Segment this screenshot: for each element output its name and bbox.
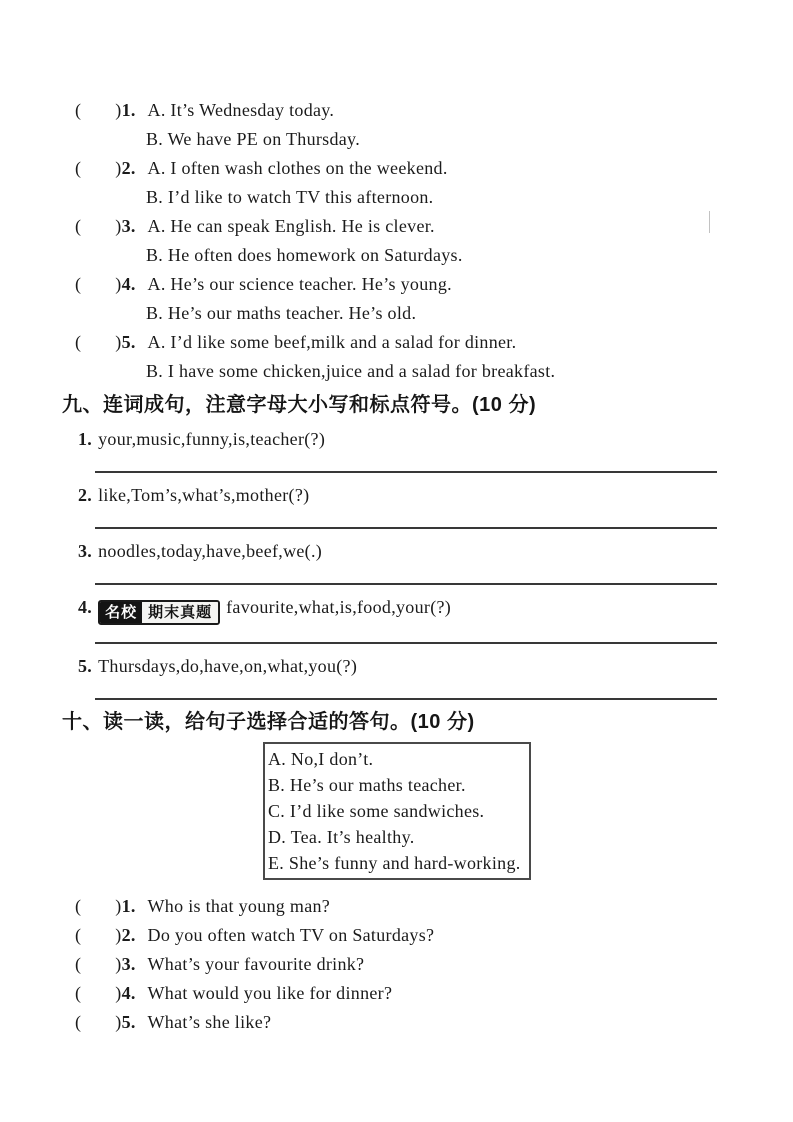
question-number: 5. xyxy=(121,1012,136,1032)
question-row xyxy=(0,979,793,1008)
bracket-close: ) xyxy=(115,954,122,974)
bracket-open: ( xyxy=(75,332,82,352)
option-b-text: B. We have PE on Thursday. xyxy=(146,129,360,149)
bracket-open: ( xyxy=(75,954,82,974)
answer-bracket[interactable] xyxy=(75,892,122,921)
bracket-close: ) xyxy=(115,274,122,294)
option-a-text: A. It’s Wednesday today. xyxy=(147,100,335,120)
word-list-item xyxy=(78,481,717,529)
answer-blank-line[interactable] xyxy=(95,642,717,644)
section-9-heading: 九、连词成句，注意字母大小写和标点符号。(10 分) xyxy=(62,394,537,416)
question-text: What’s she like? xyxy=(147,1012,272,1032)
question-text: Do you often watch TV on Saturdays? xyxy=(147,925,435,945)
question-row xyxy=(0,921,793,950)
answer-bracket[interactable] xyxy=(75,270,122,299)
word-list-row xyxy=(78,537,717,566)
option-b-text: B. He often does homework on Saturdays. xyxy=(146,245,463,265)
bracket-close: ) xyxy=(115,983,122,1003)
answer-bracket[interactable] xyxy=(75,979,122,1008)
bracket-close: ) xyxy=(115,925,122,945)
question-number: 3. xyxy=(121,954,136,974)
question-row xyxy=(0,892,793,921)
answer-blank-line[interactable] xyxy=(95,698,717,700)
option-a-text: A. He’s our science teacher. He’s young. xyxy=(147,274,452,294)
bracket-close: ) xyxy=(115,158,122,178)
question-text: Who is that young man? xyxy=(147,896,331,916)
option-b-row xyxy=(0,125,793,154)
bracket-open: ( xyxy=(75,1012,82,1032)
word-list-item xyxy=(78,593,717,644)
question-text: What would you like for dinner? xyxy=(147,983,393,1003)
question-number: 2. xyxy=(121,925,136,945)
word-list-text: Thursdays,do,have,on,what,you(?) xyxy=(98,656,358,676)
section-choice-pairs xyxy=(0,0,793,386)
answer-option: E. She’s funny and hard-working. xyxy=(268,853,521,873)
word-list-text: like,Tom’s,what’s,mother(?) xyxy=(98,485,310,505)
answer-options-box xyxy=(263,742,531,880)
item-number: 5. xyxy=(78,656,93,676)
section-choose-answers xyxy=(0,710,793,1037)
option-b-row xyxy=(0,299,793,328)
answer-bracket[interactable] xyxy=(75,950,122,979)
bracket-open: ( xyxy=(75,216,82,236)
choice-pair xyxy=(0,212,793,270)
word-list-item xyxy=(78,425,717,473)
item-number: 2. xyxy=(78,485,93,505)
section-make-sentences xyxy=(0,393,793,700)
choice-pair xyxy=(0,270,793,328)
answer-option: D. Tea. It’s healthy. xyxy=(268,827,415,847)
answer-option: A. No,I don’t. xyxy=(268,749,374,769)
answer-bracket[interactable] xyxy=(75,328,122,357)
answer-bracket[interactable] xyxy=(75,212,122,241)
option-a-text: A. I’d like some beef,milk and a salad for dinner. xyxy=(147,332,517,352)
word-list-row xyxy=(78,425,717,454)
word-list-row xyxy=(78,593,717,625)
option-a-text: A. I often wash clothes on the weekend. xyxy=(147,158,448,178)
option-b-text: B. I have some chicken,juice and a salad for breakfast. xyxy=(146,361,556,381)
word-list-text: your,music,funny,is,teacher(?) xyxy=(98,429,326,449)
section-10-heading: 十、读一读，给句子选择合适的答句。(10 分) xyxy=(62,711,475,733)
item-number: 1. xyxy=(78,429,93,449)
bracket-close: ) xyxy=(115,332,122,352)
bracket-close: ) xyxy=(115,100,122,120)
answer-bracket[interactable] xyxy=(75,921,122,950)
question-text: What’s your favourite drink? xyxy=(147,954,365,974)
option-b-text: B. He’s our maths teacher. He’s old. xyxy=(146,303,417,323)
badge-school-label: 名校 xyxy=(100,602,142,623)
word-list-text: favourite,what,is,food,your(?) xyxy=(226,597,452,617)
question-number: 3. xyxy=(121,216,136,236)
option-a-row xyxy=(0,96,793,125)
word-list-row xyxy=(78,481,717,510)
item-number: 4. xyxy=(78,597,93,617)
question-number: 4. xyxy=(121,983,136,1003)
answer-option: C. I’d like some sandwiches. xyxy=(268,801,485,821)
bracket-open: ( xyxy=(75,896,82,916)
option-b-text: B. I’d like to watch TV this afternoon. xyxy=(146,187,434,207)
word-list-text: noodles,today,have,beef,we(.) xyxy=(98,541,323,561)
option-a-row xyxy=(0,154,793,183)
question-number: 2. xyxy=(121,158,136,178)
exam-source-badge xyxy=(98,600,220,625)
bracket-open: ( xyxy=(75,100,82,120)
item-number: 3. xyxy=(78,541,93,561)
question-number: 5. xyxy=(121,332,136,352)
choice-pair xyxy=(0,154,793,212)
word-list-row xyxy=(78,652,717,681)
bracket-open: ( xyxy=(75,925,82,945)
option-b-row xyxy=(0,357,793,386)
bracket-open: ( xyxy=(75,983,82,1003)
option-a-row xyxy=(0,328,793,357)
bracket-close: ) xyxy=(115,1012,122,1032)
choice-pair xyxy=(0,328,793,386)
option-b-row xyxy=(0,183,793,212)
word-list-item xyxy=(78,537,717,585)
question-number: 4. xyxy=(121,274,136,294)
bracket-open: ( xyxy=(75,274,82,294)
question-list xyxy=(0,892,793,1037)
answer-option: B. He’s our maths teacher. xyxy=(268,775,466,795)
option-a-row xyxy=(0,212,793,241)
word-list-item xyxy=(78,652,717,700)
option-b-row xyxy=(0,241,793,270)
badge-final-exam-label: 期末真题 xyxy=(142,602,218,623)
bracket-close: ) xyxy=(115,216,122,236)
answer-bracket[interactable] xyxy=(75,154,122,183)
answer-blank-line[interactable] xyxy=(95,527,717,529)
question-number: 1. xyxy=(121,896,136,916)
answer-bracket[interactable] xyxy=(75,96,122,125)
scan-artifact-line xyxy=(709,211,710,233)
answer-bracket[interactable] xyxy=(75,1008,122,1037)
answer-blank-line[interactable] xyxy=(95,583,717,585)
option-a-row xyxy=(0,270,793,299)
answer-blank-line[interactable] xyxy=(95,471,717,473)
bracket-close: ) xyxy=(115,896,122,916)
question-row xyxy=(0,1008,793,1037)
option-a-text: A. He can speak English. He is clever. xyxy=(147,216,435,236)
question-row xyxy=(0,950,793,979)
question-number: 1. xyxy=(121,100,136,120)
bracket-open: ( xyxy=(75,158,82,178)
choice-pair xyxy=(0,96,793,154)
